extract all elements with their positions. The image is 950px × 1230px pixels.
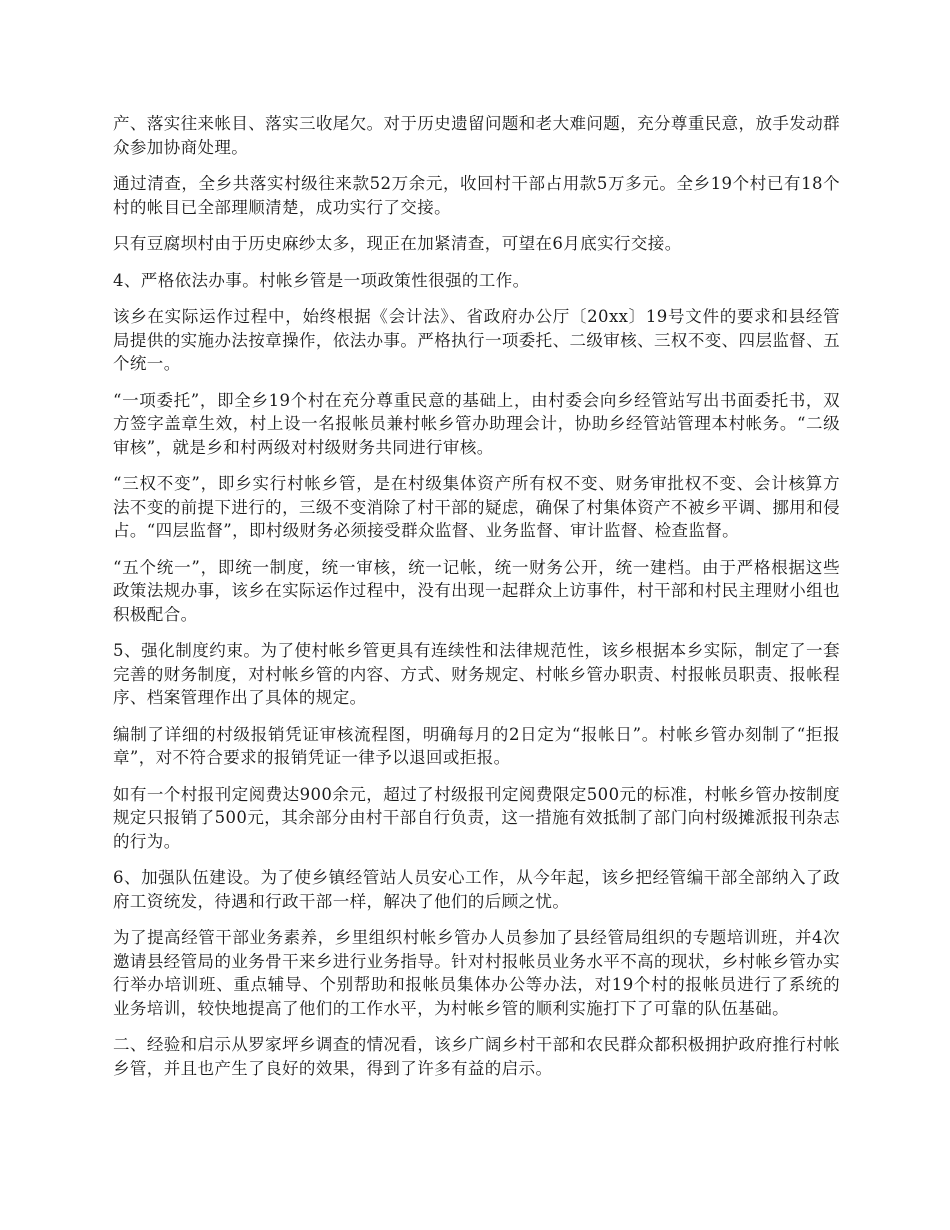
- paragraph: 该乡在实际运作过程中，始终根据《会计法》、省政府办公厅〔20xx〕19号文件的要求和县经管局提供的实施办法按章操作，依法办事。严格执行一项委托、二级审核、三权不变、四层监督、五个统一。: [113, 307, 840, 373]
- paragraph: 只有豆腐坝村由于历史麻纱太多，现正在加紧清查，可望在6月底实行交接。: [113, 234, 682, 253]
- paragraph: 为了提高经管干部业务素养，乡里组织村帐乡管办人员参加了县经管局组织的专题培训班，并4次邀请县经管局的业务骨干来乡进行业务指导。针对村报帐员业务水平不高的现状，乡村帐乡管办实行举办培训班、重点辅导、个别帮助和报帐员集体办公等办法，对19个村的报帐员进行了系统的业务培训，较快地提高了他们的工作水平，为村帐乡管的顺利实施打下了可靠的队伍基础。: [113, 928, 840, 1018]
- paragraph: “五个统一”，即统一制度，统一审核，统一记帐，统一财务公开，统一建档。由于严格根据这些政策法规办事，该乡在实际运作过程中，没有出现一起群众上访事件，村干部和村民主理财小组也积极配合。: [113, 557, 840, 624]
- paragraph: 二、经验和启示从罗家坪乡调查的情况看，该乡广阔乡村干部和农民群众都积极拥护政府推行村帐乡管，并且也产生了良好的效果，得到了许多有益的启示。: [113, 1035, 840, 1078]
- paragraph: 5、强化制度约束。为了使村帐乡管更具有连续性和法律规范性，该乡根据本乡实际，制定了一套完善的财务制度，对村帐乡管的内容、方式、财务规定、村帐乡管办职责、村报帐员职责、报帐程序、档案管理作出了具体的规定。: [113, 641, 840, 707]
- paragraph: 如有一个村报刊定阅费达900余元，超过了村级报刊定阅费限定500元的标准，村帐乡管办按制度规定只报销了500元，其余部分由村干部自行负责，这一措施有效抵制了部门向村级摊派报刊杂志的行为。: [113, 784, 840, 851]
- paragraph: 6、加强队伍建设。为了使乡镇经管站人员安心工作，从今年起，该乡把经管编干部全部纳入了政府工资统发，待遇和行政干部一样，解决了他们的后顾之忧。: [113, 868, 840, 911]
- paragraph: “三权不变”，即乡实行村帐乡管，是在村级集体资产所有权不变、财务审批权不变、会计核算方法不变的前提下进行的，三级不变消除了村干部的疑虑，确保了村集体资产不被乡平调、挪用和侵占。“四层监督”，即村级财务必须接受群众监督、业务监督、审计监督、检查监督。: [113, 474, 840, 540]
- paragraph: “一项委托”，即全乡19个村在充分尊重民意的基础上，由村委会向乡经管站写出书面委托书，双方签字盖章生效，村上设一名报帐员兼村帐乡管办助理会计，协助乡经管站管理本村帐务。“二级审核”，就是乡和村两级对村级财务共同进行审核。: [113, 390, 840, 457]
- paragraph: 编制了详细的村级报销凭证审核流程图，明确每月的2日定为“报帐日”。村帐乡管办刻制了“拒报章”，对不符合要求的报销凭证一律予以退回或拒报。: [113, 724, 840, 767]
- paragraph: 产、落实往来帐目、落实三收尾欠。对于历史遗留问题和老大难问题，充分尊重民意，放手发动群众参加协商处理。: [113, 114, 840, 157]
- paragraph: 4、严格依法办事。村帐乡管是一项政策性很强的工作。: [113, 270, 530, 290]
- paragraph: 通过清查，全乡共落实村级往来款52万余元，收回村干部占用款5万多元。全乡19个村已有18个村的帐目已全部理顺清楚，成功实行了交接。: [113, 174, 840, 217]
